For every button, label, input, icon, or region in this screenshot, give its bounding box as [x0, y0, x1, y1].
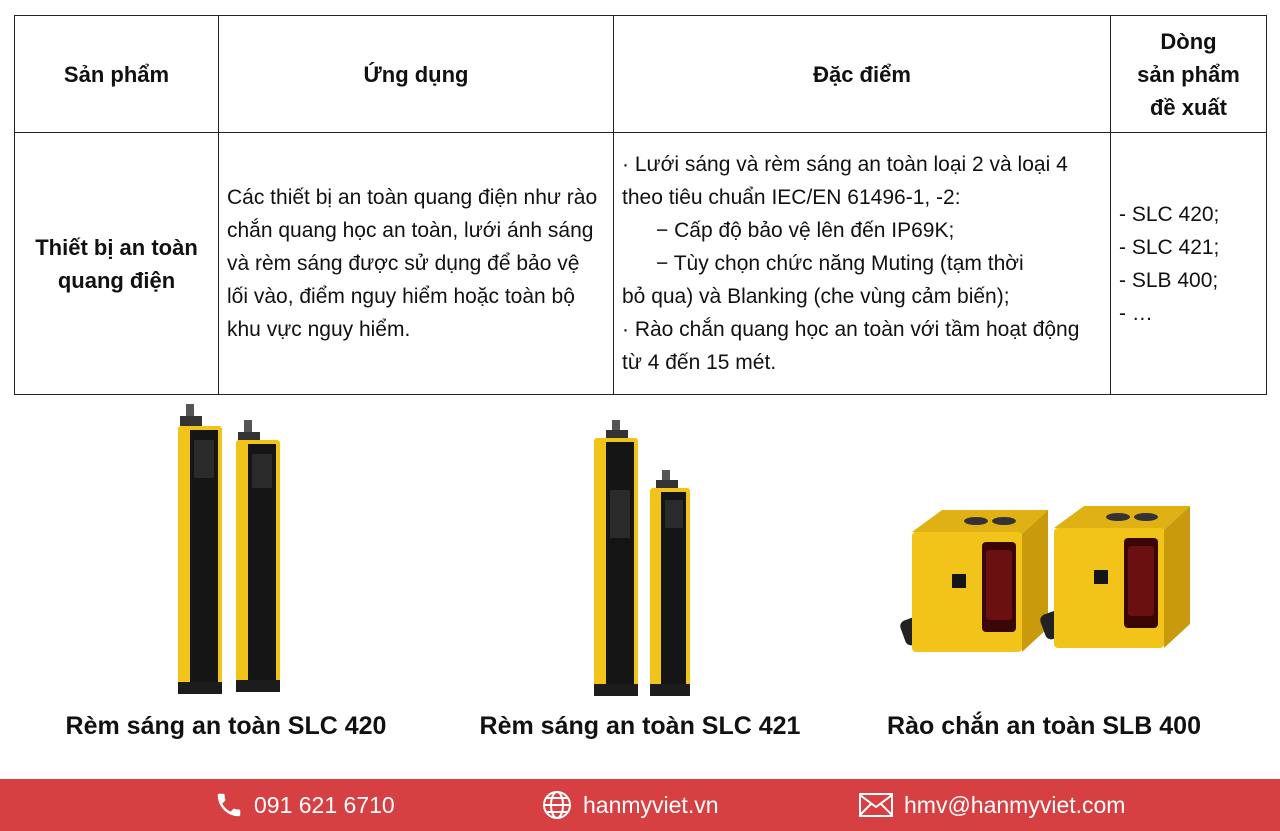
feature-subitem-continued: bỏ qua) và Blanking (che vùng cảm biến);	[622, 285, 1010, 308]
model-item: - SLB 400;	[1119, 268, 1219, 292]
cell-models	[1111, 133, 1267, 395]
website-link: hanmyviet.vn	[583, 791, 719, 818]
product-caption: Rào chắn an toàn SLB 400	[887, 712, 1201, 740]
header-models-line2: sản phẩm	[1137, 61, 1240, 87]
mail-icon	[858, 792, 894, 818]
light-curtain-pair-unequal-image	[454, 400, 826, 705]
product-spec-table	[14, 15, 1267, 395]
phone-icon	[214, 790, 244, 820]
header-application: Ứng dụng	[219, 16, 614, 133]
header-models-line3: đề xuất	[1149, 94, 1228, 120]
cell-features	[614, 133, 1111, 395]
model-item: - …	[1119, 301, 1153, 325]
header-models	[1111, 16, 1267, 133]
product-name-line2: quang điện	[57, 267, 176, 293]
cell-product	[15, 133, 219, 395]
header-features: Đặc điểm	[614, 16, 1111, 133]
safety-light-barrier-pair-image	[858, 400, 1230, 705]
model-item: - SLC 421;	[1119, 235, 1220, 259]
globe-icon	[541, 789, 573, 821]
header-product: Sản phẩm	[15, 16, 219, 133]
contact-footer	[0, 779, 1280, 831]
feature-subitem: − Cấp độ bảo vệ lên đến IP69K;	[656, 219, 955, 242]
contact-phone[interactable]	[214, 779, 395, 831]
product-caption: Rèm sáng an toàn SLC 420	[65, 712, 387, 740]
product-gallery	[0, 400, 1280, 770]
phone-number: 091 621 6710	[254, 791, 395, 818]
table-header-row	[15, 16, 1267, 133]
product-caption: Rèm sáng an toàn SLC 421	[479, 712, 801, 740]
cell-application: Các thiết bị an toàn quang điện như rào chắn quang học an toàn, lưới ánh sáng và rèm sáng được sử dụng để bảo vệ lối vào, điểm nguy hiểm hoặc toàn bộ khu vực nguy hiểm.	[219, 133, 614, 395]
contact-email[interactable]	[858, 779, 1125, 831]
feature-subitem: − Tùy chọn chức năng Muting (tạm thời	[656, 252, 1024, 275]
light-curtain-pair-image	[40, 400, 412, 705]
model-item: - SLC 420;	[1119, 202, 1220, 226]
table-row	[15, 133, 1267, 395]
email-address: hmv@hanmyviet.com	[904, 791, 1126, 818]
product-name-line1: Thiết bị an toàn	[35, 234, 198, 260]
header-models-line1: Dòng	[1160, 28, 1217, 54]
contact-website[interactable]	[541, 779, 719, 831]
feature-item: · Lưới sáng và rèm sáng an toàn loại 2 và loại 4 theo tiêu chuẩn IEC/EN 61496-1, -2:	[622, 153, 1068, 209]
feature-item: · Rào chắn quang học an toàn với tầm hoạt động từ 4 đến 15 mét.	[622, 318, 1080, 374]
